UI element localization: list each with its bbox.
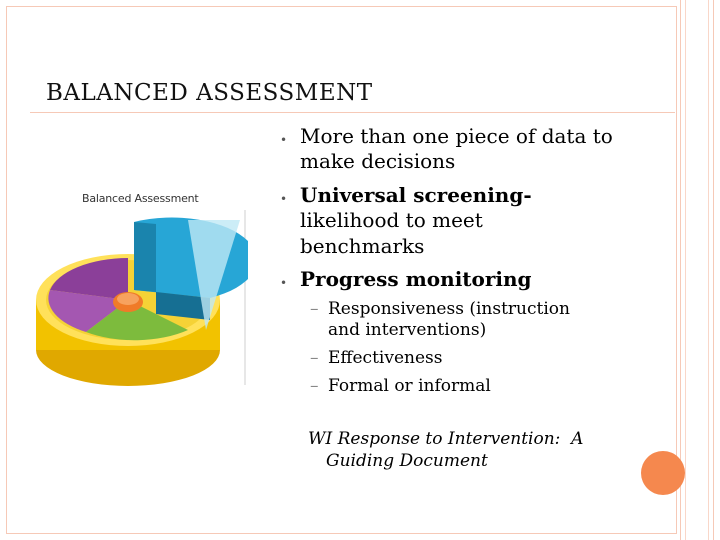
balanced-assessment-figure xyxy=(28,180,248,390)
title-divider xyxy=(30,112,675,113)
bullet-2-bold: Universal screening- xyxy=(300,183,532,207)
bullet-1-line-2: make decisions xyxy=(300,149,456,173)
bullet-dot-icon: • xyxy=(280,276,288,290)
bullet-1-line-1: More than one piece of data to xyxy=(300,124,613,148)
pie-slice-teal-side xyxy=(134,222,156,292)
citation-line-1: WI Response to Intervention: A xyxy=(308,429,584,449)
sub-bullet-2: Effectiveness xyxy=(328,348,443,368)
dash-icon: – xyxy=(310,299,319,319)
bullet-2-line-3: benchmarks xyxy=(300,234,425,258)
decorative-orange-circle xyxy=(641,451,685,495)
slide-frame-right-bar xyxy=(680,0,714,540)
bullet-2-line-2: likelihood to meet xyxy=(300,208,483,232)
citation-line-2: Guiding Document xyxy=(326,451,488,471)
dash-icon: – xyxy=(310,348,319,368)
pie-chart-graphic xyxy=(28,180,248,390)
slide-title: BALANCED ASSESSMENT xyxy=(46,80,373,106)
sub-bullet-1-line-2: and interventions) xyxy=(328,320,487,340)
dash-icon: – xyxy=(310,376,319,396)
sub-bullet-1-line-1: Responsiveness (instruction xyxy=(328,299,570,319)
pie-center-top xyxy=(117,293,139,305)
bullet-3-bold: Progress monitoring xyxy=(300,267,532,291)
citation xyxy=(308,428,583,472)
bullet-dot-icon: • xyxy=(280,133,288,147)
bullet-dot-icon: • xyxy=(280,192,288,206)
figure-caption: Balanced Assessment xyxy=(82,192,199,205)
sub-bullet-3: Formal or informal xyxy=(328,376,491,396)
